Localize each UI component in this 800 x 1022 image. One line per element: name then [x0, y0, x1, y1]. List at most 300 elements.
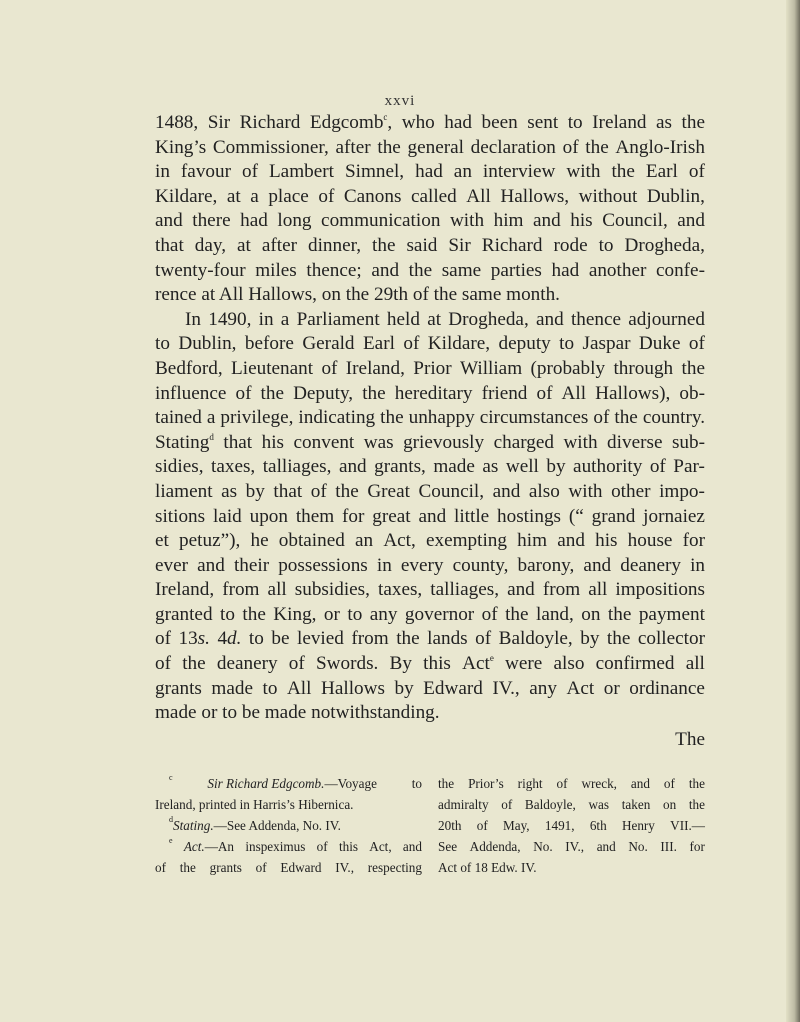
word: All: [286, 677, 312, 699]
word: in: [258, 308, 274, 330]
italic-text: Act.: [183, 839, 205, 854]
word: and: [338, 456, 367, 478]
footnote-marker: d: [209, 431, 214, 442]
word: hostings: [497, 505, 562, 527]
text-line: [155, 627, 705, 652]
word: [372, 505, 410, 530]
word: [262, 234, 297, 259]
word: [261, 382, 284, 407]
text-line: [155, 480, 705, 505]
word: [563, 136, 579, 161]
word: [222, 578, 259, 603]
word: little: [454, 505, 490, 527]
word: [527, 111, 558, 136]
word: [453, 554, 509, 579]
word: [411, 185, 457, 210]
word: all: [588, 579, 608, 601]
word: for: [342, 505, 365, 527]
word: grievously: [403, 431, 485, 453]
word: all: [267, 579, 287, 601]
word: [289, 652, 305, 677]
word: [517, 529, 547, 554]
word: had: [415, 161, 443, 183]
word: Ireland,: [155, 579, 215, 601]
word: made: [211, 677, 253, 699]
word: the: [688, 797, 705, 812]
word: Kildare,: [155, 185, 218, 207]
word: III.: [660, 839, 677, 854]
word: [155, 554, 188, 579]
word: [273, 603, 316, 628]
word: with: [568, 480, 603, 502]
word: of: [476, 818, 488, 833]
word: of: [688, 333, 705, 355]
word: [179, 529, 240, 554]
word: and: [557, 530, 585, 552]
word: to: [347, 603, 363, 625]
word: Ireland: [592, 112, 647, 133]
word: [536, 603, 574, 628]
word: [533, 209, 561, 234]
word: [217, 627, 241, 652]
word: after: [261, 234, 298, 256]
word: [268, 185, 308, 210]
word: [423, 652, 451, 677]
word: Richard: [239, 112, 301, 133]
word: [155, 185, 217, 210]
word: [395, 382, 473, 407]
word: his: [261, 431, 285, 453]
word: [505, 603, 528, 628]
word: [403, 431, 484, 456]
text-line: [155, 652, 705, 677]
word: upon: [249, 505, 288, 527]
word: to: [567, 112, 583, 133]
word: thence: [570, 308, 622, 330]
word: [169, 773, 173, 794]
word: [664, 773, 675, 794]
word: May,: [502, 818, 530, 833]
word: [615, 578, 705, 603]
word: without: [578, 185, 638, 207]
word: been: [481, 112, 518, 133]
word: [672, 431, 705, 456]
word: [271, 627, 289, 652]
word: [573, 455, 642, 480]
word: the: [179, 860, 196, 875]
word: [155, 234, 184, 259]
word: any: [369, 603, 398, 625]
word: See: [438, 839, 458, 854]
word: Prior’s: [468, 776, 504, 791]
word: [220, 603, 235, 628]
word: [615, 136, 705, 161]
word: the: [335, 480, 359, 502]
text-line: [155, 185, 705, 210]
word: levied: [296, 628, 344, 650]
word: [499, 627, 573, 652]
word: [579, 185, 638, 210]
word: [295, 578, 370, 603]
word: said: [406, 234, 438, 256]
word: [442, 259, 481, 284]
word: and: [596, 839, 616, 854]
text-line: [155, 160, 705, 185]
word: place: [268, 185, 309, 207]
word: [308, 234, 361, 259]
word: of: [501, 797, 513, 812]
word: [250, 529, 268, 554]
word: [321, 357, 337, 382]
word: the: [396, 628, 420, 650]
word: Canons: [343, 185, 402, 207]
word: [482, 111, 518, 136]
word: [503, 815, 530, 836]
word: the: [611, 161, 635, 183]
word: from: [351, 628, 389, 650]
word: 1488,: [155, 112, 199, 133]
word: [155, 332, 170, 357]
word: and: [677, 210, 705, 232]
word: [450, 209, 484, 234]
word: lands: [427, 628, 468, 650]
word: [690, 554, 705, 579]
word: [501, 794, 512, 815]
footnote-line: [155, 857, 422, 878]
word: [368, 857, 422, 878]
word: of: [663, 776, 675, 791]
word: barony,: [517, 554, 575, 576]
word: [234, 554, 269, 579]
word: miles: [255, 259, 297, 281]
word: [565, 836, 584, 857]
word: [557, 529, 585, 554]
word: charged: [493, 431, 554, 453]
word: [571, 308, 621, 333]
word: of: [155, 653, 171, 675]
catchword: The: [675, 729, 705, 750]
word: and: [492, 480, 521, 502]
word: wreck,: [581, 776, 617, 791]
word: was: [363, 431, 394, 453]
word: ,: [387, 112, 393, 133]
word: made: [433, 456, 475, 478]
word: [585, 136, 608, 161]
word: twenty-four: [155, 259, 246, 281]
word: [262, 431, 284, 456]
word: [629, 677, 705, 702]
word: [639, 332, 681, 357]
word: at: [427, 308, 442, 330]
word: [559, 332, 574, 357]
word: [480, 406, 589, 431]
word: at: [226, 185, 241, 207]
text-line: [155, 455, 705, 480]
word: impositions: [615, 579, 705, 601]
word: [155, 136, 206, 161]
word: [500, 185, 569, 210]
word: —An: [204, 839, 235, 854]
word: in: [155, 161, 170, 183]
word: [562, 382, 587, 407]
word: [394, 677, 413, 702]
word: to: [559, 333, 575, 355]
word: and: [197, 554, 225, 576]
word: as: [221, 480, 238, 502]
word: convent: [293, 431, 355, 453]
word: sidies,: [155, 456, 204, 478]
word: [408, 136, 464, 161]
word: on: [662, 797, 677, 812]
word: of: [556, 776, 568, 791]
word: called: [410, 185, 457, 207]
word: [677, 209, 705, 234]
text-run: rence at All Hallows, on the 29th of the same month.: [155, 284, 560, 306]
word: [351, 627, 388, 652]
word: [499, 332, 551, 357]
word: [364, 431, 394, 456]
word: [155, 259, 246, 284]
word: house: [627, 530, 673, 552]
word: and: [155, 210, 183, 232]
word: [557, 773, 568, 794]
word: every: [400, 554, 444, 576]
word: [650, 455, 666, 480]
word: Edward: [280, 860, 322, 875]
word: [625, 234, 705, 259]
footnotes: [155, 773, 705, 878]
word: communication: [321, 210, 441, 232]
word: [643, 505, 705, 530]
word: the: [362, 382, 386, 404]
word: [608, 603, 631, 628]
word: he: [250, 530, 269, 552]
word: [493, 480, 521, 505]
body-text: [155, 111, 705, 726]
word: [433, 455, 475, 480]
word: Council,: [418, 480, 485, 502]
word: also: [528, 480, 560, 502]
word: [482, 455, 498, 480]
word: [426, 529, 507, 554]
word: [505, 652, 542, 677]
text-line: [155, 308, 705, 333]
word: [497, 505, 561, 530]
word: [155, 652, 171, 677]
word: the: [408, 259, 433, 281]
word: favour: [180, 161, 231, 183]
word: [263, 455, 332, 480]
word: another: [588, 259, 647, 281]
word: of: [318, 185, 335, 207]
word: the: [585, 136, 609, 158]
text-line: [155, 283, 705, 308]
text-line: [155, 111, 705, 136]
word: [689, 794, 705, 815]
word: [249, 627, 264, 652]
word: [470, 836, 521, 857]
text-run: Ireland, printed in Harris’s Hibernica.: [155, 797, 354, 812]
text-run: —See Addenda, No. IV.: [213, 818, 341, 833]
page-edge-shadow: [786, 0, 800, 1022]
word: [213, 136, 329, 161]
word: [530, 357, 605, 382]
word: same: [441, 259, 482, 281]
word: [405, 603, 474, 628]
word: adjourned: [628, 308, 705, 330]
word: [689, 773, 705, 794]
word: [568, 111, 583, 136]
word: [227, 185, 241, 210]
word: No.: [628, 839, 648, 854]
word: held: [386, 308, 420, 330]
word: well: [505, 456, 539, 478]
word: [595, 529, 617, 554]
word: 1490,: [208, 308, 252, 330]
word: [195, 234, 226, 259]
word: [281, 308, 290, 333]
word: [622, 815, 655, 836]
word: for: [682, 530, 705, 552]
word: [298, 406, 375, 431]
word: Deputy,: [293, 382, 354, 404]
word: other: [611, 480, 651, 502]
text-line: [155, 332, 705, 357]
word: the: [505, 603, 529, 625]
word: [155, 857, 166, 878]
word: thence;: [306, 259, 362, 281]
word: [207, 406, 216, 431]
word: [628, 836, 647, 857]
word: [595, 382, 670, 407]
word: [590, 815, 607, 836]
word: the: [614, 407, 638, 429]
text-line: [155, 357, 705, 382]
word: [656, 259, 705, 284]
word: [277, 209, 311, 234]
word: as: [656, 112, 673, 133]
word: Commissioner,: [212, 136, 329, 158]
italic-text: Sir Richard Edgcomb.: [207, 776, 325, 791]
word: in: [376, 554, 392, 576]
word: and: [402, 839, 422, 854]
word: [690, 836, 705, 857]
word: [237, 234, 251, 259]
word: laid: [212, 505, 242, 527]
word: [477, 815, 488, 836]
word: of: [536, 382, 553, 404]
word: with: [563, 431, 598, 453]
word: [306, 259, 361, 284]
word: [483, 160, 555, 185]
word: [268, 578, 287, 603]
word: [613, 357, 673, 382]
word: and: [533, 210, 561, 232]
word: [279, 529, 345, 554]
word: Parliament: [296, 308, 380, 330]
word: [611, 160, 634, 185]
word: great: [372, 505, 411, 527]
word: [628, 529, 673, 554]
word: governor: [404, 603, 475, 625]
word: [418, 505, 446, 530]
word: [631, 773, 650, 794]
word: [231, 357, 313, 382]
word: [401, 554, 444, 579]
word: the: [242, 603, 266, 625]
word: [377, 136, 400, 161]
word: confirmed: [595, 653, 675, 675]
footnote-line: [438, 773, 705, 794]
word: No.: [533, 839, 553, 854]
word: unhappy: [408, 407, 475, 429]
word: and: [507, 579, 535, 601]
word: in: [690, 554, 705, 576]
word: of: [475, 628, 492, 650]
text-line: [155, 578, 705, 603]
word: [293, 382, 353, 407]
word: [581, 603, 600, 628]
word: obtained: [278, 530, 345, 552]
word: Simnel,: [344, 161, 405, 183]
word: and: [630, 776, 650, 791]
word: Jaspar: [582, 333, 631, 355]
word: King’s: [155, 136, 207, 158]
word: Lambert: [268, 161, 334, 183]
word: [155, 529, 169, 554]
word: [220, 406, 293, 431]
footnote-line: [155, 773, 422, 794]
word: [482, 382, 528, 407]
word: [324, 603, 340, 628]
word: [181, 160, 231, 185]
word: [155, 603, 213, 628]
word: [466, 185, 491, 210]
word: [380, 406, 403, 431]
word: with: [449, 210, 485, 232]
word: respecting: [367, 860, 422, 875]
word: exempting: [426, 530, 507, 552]
word: circumstances: [479, 407, 589, 429]
word: [155, 357, 223, 382]
word: [207, 773, 377, 794]
footnote-marker: c: [383, 112, 388, 122]
word: [448, 234, 470, 259]
text-line: [155, 505, 705, 530]
word: (probably: [530, 357, 606, 379]
word: possessions: [278, 554, 368, 576]
word: [246, 480, 265, 505]
word: [242, 603, 265, 628]
word: admiralty: [438, 797, 489, 812]
word: ever: [155, 554, 189, 576]
word: [211, 455, 255, 480]
word: him: [493, 210, 524, 232]
word: be: [271, 628, 290, 650]
word: [543, 578, 580, 603]
word: of: [235, 382, 252, 404]
word: [250, 185, 259, 210]
word: [317, 836, 328, 857]
word: Richard: [481, 234, 543, 256]
word: [682, 357, 705, 382]
word: [413, 357, 451, 382]
word: [240, 111, 301, 136]
word: [211, 677, 253, 702]
word: a: [250, 185, 259, 207]
word: friend: [481, 382, 528, 404]
word: [155, 431, 214, 456]
